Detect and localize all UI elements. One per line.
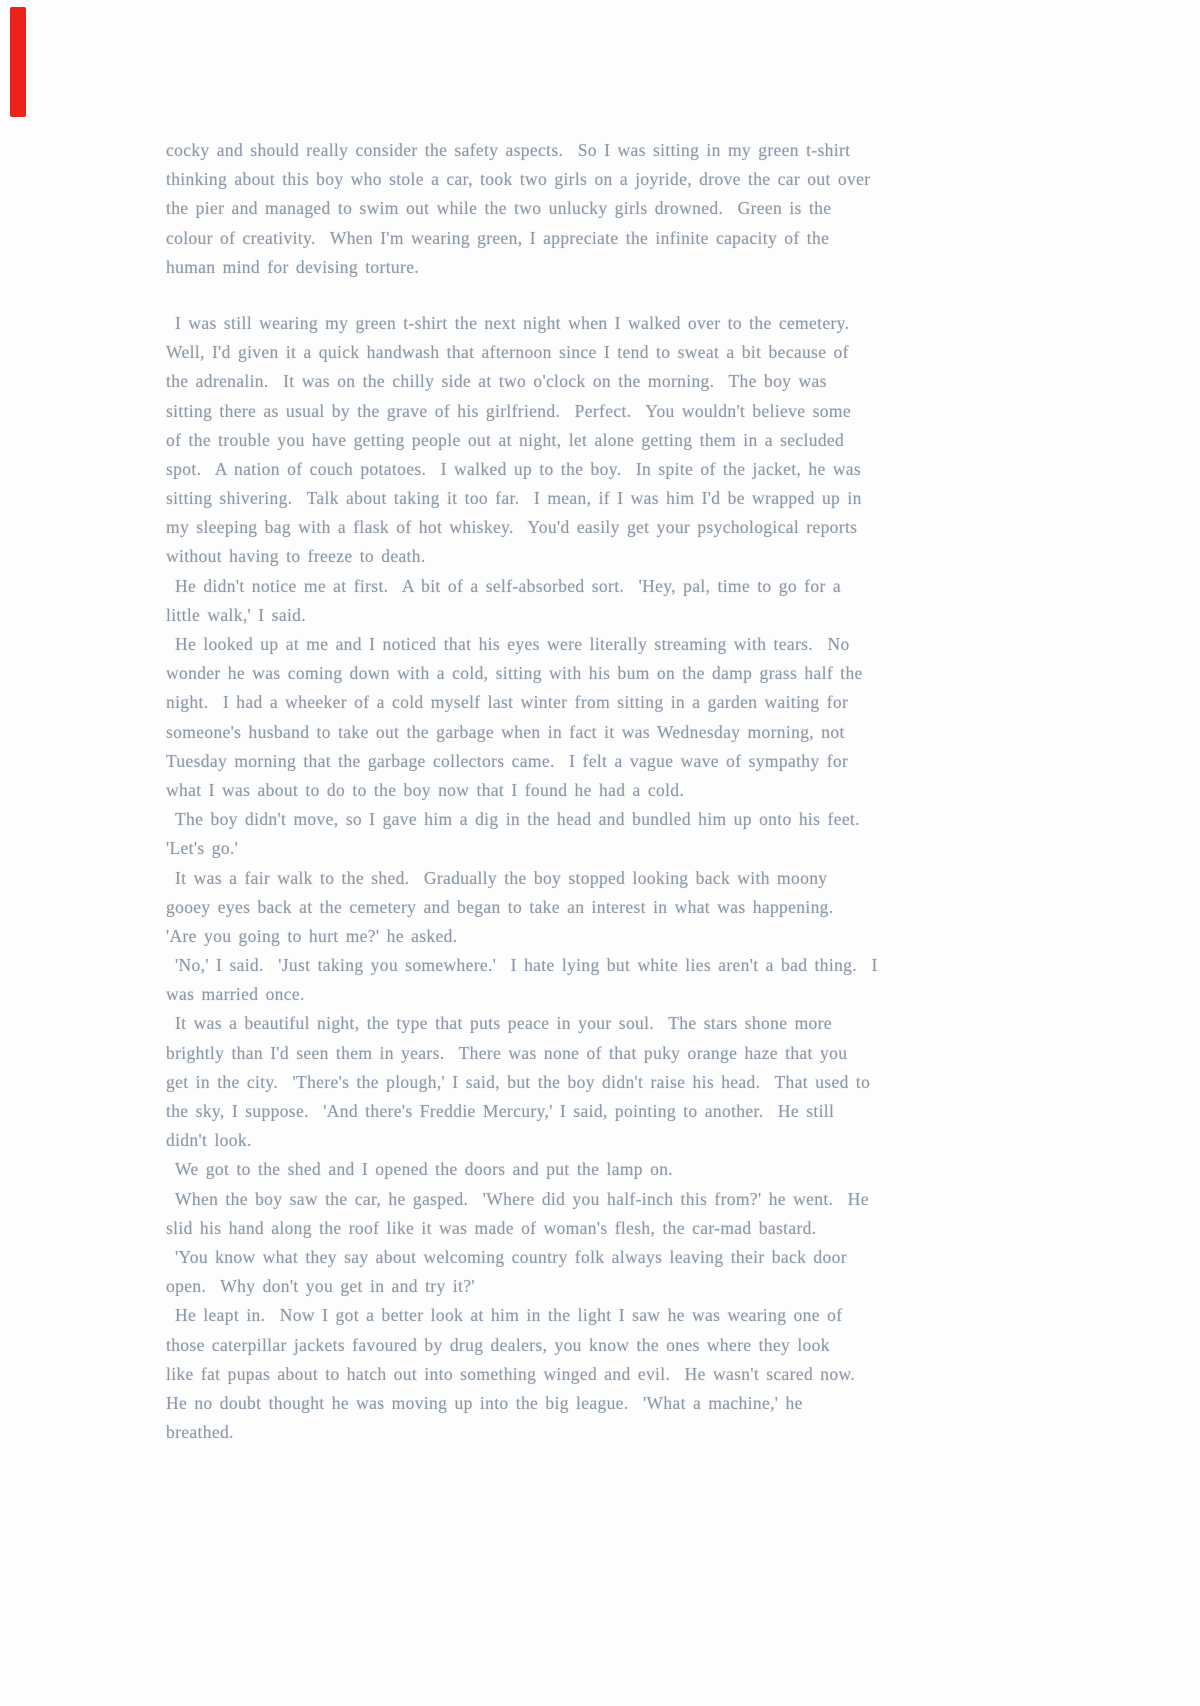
text-line: of the trouble you have getting people out at night, let alone getting them in a secluded: [166, 429, 845, 450]
text-line: get in the city. 'There's the plough,' I said, but the boy didn't raise his head. That used to: [166, 1071, 871, 1092]
text-line: brightly than I'd seen them in years. There was none of that puky orange haze that you: [166, 1042, 848, 1063]
text-line: breathed.: [166, 1422, 234, 1443]
text-line: It was a fair walk to the shed. Gradually the boy stopped looking back with moony: [175, 867, 828, 888]
text-line: sitting there as usual by the grave of his girlfriend. Perfect. You wouldn't believe some: [166, 400, 851, 421]
text-line: 'Let's go.': [166, 838, 239, 859]
text-line: I was still wearing my green t-shirt the next night when I walked over to the cemetery.: [175, 312, 850, 333]
text-line: 'You know what they say about welcoming country folk always leaving their back door: [175, 1246, 847, 1267]
paragraph: [166, 1185, 1038, 1243]
paragraph: [166, 630, 1038, 805]
text-line: colour of creativity. When I'm wearing green, I appreciate the infinite capacity of the: [166, 227, 830, 248]
text-line: open. Why don't you get in and try it?': [166, 1276, 475, 1297]
text-line: someone's husband to take out the garbage when in fact it was Wednesday morning, not: [166, 721, 845, 742]
text-line: wonder he was coming down with a cold, sitting with his bum on the damp grass half the: [166, 663, 863, 684]
body-text-block: [166, 136, 1038, 1447]
text-line: human mind for devising torture.: [166, 256, 420, 277]
text-line: spot. A nation of couch potatoes. I walked up to the boy. In spite of the jacket, he was: [166, 458, 862, 479]
text-line: We got to the shed and I opened the doors and put the lamp on.: [175, 1159, 674, 1180]
text-line: like fat pupas about to hatch out into something winged and evil. He wasn't scared now.: [166, 1363, 856, 1384]
paragraph: [166, 1301, 1038, 1447]
text-line: my sleeping bag with a flask of hot whiskey. You'd easily get your psychological reports: [166, 517, 858, 538]
paragraph: [166, 1243, 1038, 1301]
text-line: cocky and should really consider the safety aspects. So I was sitting in my green t-shirt: [166, 140, 851, 160]
text-line: didn't look.: [166, 1130, 252, 1151]
text-line: the adrenalin. It was on the chilly side at two o'clock on the morning. The boy was: [166, 371, 827, 392]
text-line: 'No,' I said. 'Just taking you somewhere.' I hate lying but white lies aren't a bad thing. I: [175, 955, 878, 976]
paragraph: [166, 864, 1038, 952]
text-line: little walk,' I said.: [166, 604, 306, 625]
text-line: slid his hand along the roof like it was made of woman's flesh, the car-mad bastard.: [166, 1217, 817, 1238]
text-line: the sky, I suppose. 'And there's Freddie Mercury,' I said, pointing to another. He still: [166, 1101, 835, 1121]
paragraph: [166, 1155, 1038, 1184]
text-line: He looked up at me and I noticed that his eyes were literally streaming with tears. No: [175, 634, 850, 654]
text-line: the pier and managed to swim out while the two unlucky girls drowned. Green is the: [166, 198, 832, 219]
paragraph: [166, 805, 1038, 863]
text-line: Tuesday morning that the garbage collectors came. I felt a vague wave of sympathy for: [166, 750, 849, 771]
text-line: He no doubt thought he was moving up into the big league. 'What a machine,' he: [166, 1392, 803, 1413]
text-line: He leapt in. Now I got a better look at him in the light I saw he was wearing one of: [175, 1305, 843, 1326]
text-line: was married once.: [166, 984, 305, 1005]
text-line: those caterpillar jackets favoured by drug dealers, you know the ones where they look: [166, 1334, 830, 1355]
text-line: It was a beautiful night, the type that puts peace in your soul. The stars shone more: [175, 1013, 832, 1034]
paragraph: [166, 572, 1038, 630]
text-line: 'Are you going to hurt me?' he asked.: [166, 925, 458, 946]
text-line: When the boy saw the car, he gasped. 'Where did you half-inch this from?' he went. He: [175, 1188, 869, 1209]
text-line: He didn't notice me at first. A bit of a self-absorbed sort. 'Hey, pal, time to go for a: [175, 575, 841, 596]
text-line: The boy didn't move, so I gave him a dig in the head and bundled him up onto his feet.: [175, 809, 860, 830]
text-line: thinking about this boy who stole a car, took two girls on a joyride, drove the car out over: [166, 169, 871, 190]
paragraph: [166, 1009, 1038, 1155]
text-line: what I was about to do to the boy now that I found he had a cold.: [166, 779, 685, 800]
paragraph: [166, 951, 1038, 1009]
red-edge-mark: [10, 7, 26, 117]
paragraph: [166, 309, 1038, 572]
text-line: without having to freeze to death.: [166, 546, 426, 567]
text-line: sitting shivering. Talk about taking it too far. I mean, if I was him I'd be wrapped up in: [166, 488, 862, 509]
text-line: gooey eyes back at the cemetery and began to take an interest in what was happening.: [166, 896, 834, 917]
text-line: night. I had a wheeker of a cold myself last winter from sitting in a garden waiting for: [166, 692, 849, 713]
text-line: Well, I'd given it a quick handwash that afternoon since I tend to sweat a bit because of: [166, 342, 849, 363]
paragraph: [166, 136, 1038, 282]
